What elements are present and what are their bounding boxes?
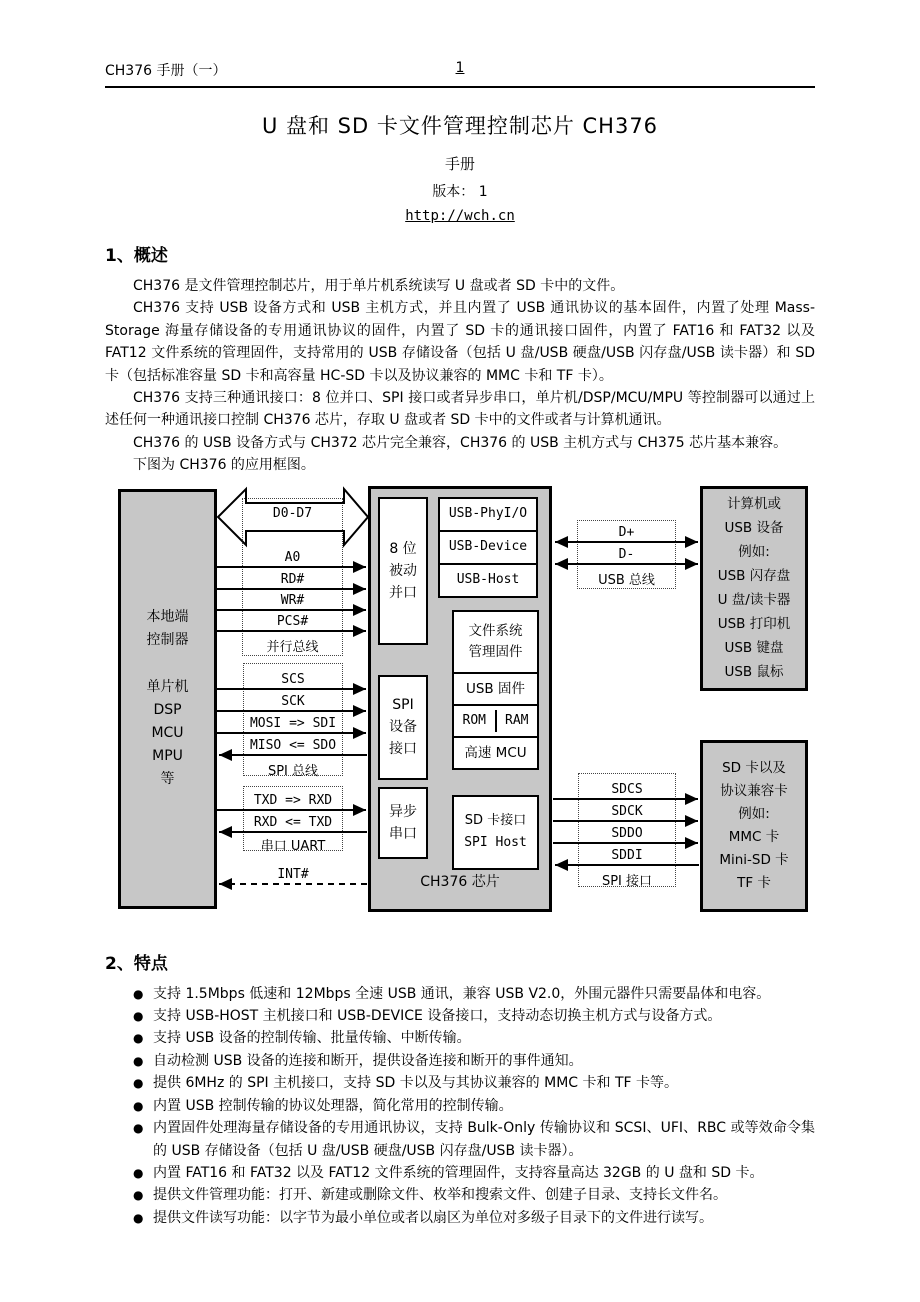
bullet-icon: ● xyxy=(133,1031,144,1046)
local-box-line: 控制器 xyxy=(146,632,189,649)
signal-rxd: RXD <= TXD xyxy=(253,814,333,830)
feature-text: 支持 USB 设备的控制传输、批量传输、中断传输。 xyxy=(153,1030,471,1047)
label-parallel-bus: 并行总线 xyxy=(266,639,319,655)
usb-device-block: USB-Device xyxy=(440,530,536,563)
computer-box-line: USB 设备 xyxy=(724,520,784,537)
feature-item xyxy=(105,1072,815,1094)
feature-item xyxy=(105,1027,815,1049)
feature-item xyxy=(105,1005,815,1027)
computer-box-line: USB 鼠标 xyxy=(724,664,784,681)
block-line: 并口 xyxy=(389,584,417,601)
block-line: 被动 xyxy=(389,562,417,579)
bullet-icon: ● xyxy=(133,1076,144,1091)
document-subtitle: 手册 xyxy=(444,155,475,173)
block-line: 接口 xyxy=(389,741,417,758)
label-usb-bus: USB 总线 xyxy=(598,572,655,588)
section2-heading: 2、特点 xyxy=(105,953,168,974)
chip-label: CH376 芯片 xyxy=(420,873,500,890)
feature-item xyxy=(105,1050,815,1072)
sdcard-box-line: TF 卡 xyxy=(737,874,771,891)
bullet-icon: ● xyxy=(133,1121,144,1136)
section1-heading: 1、概述 xyxy=(105,246,168,266)
signal-dminus: D- xyxy=(618,546,635,562)
signal-pcs: PCS# xyxy=(276,613,309,629)
sdcard-box-line: 例如: xyxy=(738,805,770,822)
signal-rd: RD# xyxy=(280,571,305,587)
computer-box-line: USB 闪存盘 xyxy=(717,568,791,585)
feature-text: 提供文件读写功能：以字节为最小单位或者以扇区为单位对多级子目录下的文件进行读写。 xyxy=(153,1209,713,1226)
paragraph: CH376 支持 USB 设备方式和 USB 主机方式，并且内置了 USB 通讯协议的基本固件，内置了处理 Mass-Storage 海量存储设备的专用通讯协议的固件，内置了 SD 卡的通讯接口固件，内置了 FAT16 和 FAT32 以及 FAT12 文件系统的管理固件，支持常用的 USB 存储设备（包括 U 盘/USB 硬盘/USB 闪存盘/USB 读卡器）和 SD 卡（包括标准容量 SD 卡和高容量 HC-SD 卡以及协议兼容的 MMC 卡和 TF 卡）。 xyxy=(105,300,815,384)
feature-text: 提供 6MHz 的 SPI 主机接口，支持 SD 卡以及与其协议兼容的 MMC 卡和 TF 卡等。 xyxy=(153,1075,679,1092)
feature-text: 内置固件处理海量存储设备的专用通讯协议，支持 Bulk-Only 传输协议和 SCSI、UFI、RBC 或等效命令集的 USB 存储设备（包括 U 盘/USB 硬盘/USB 闪存盘/USB 读卡器）。 xyxy=(153,1120,815,1159)
signal-scs: SCS xyxy=(281,671,305,687)
computer-box-line: USB 打印机 xyxy=(717,616,791,633)
bullet-icon: ● xyxy=(133,1098,144,1113)
signal-miso: MISO <= SDO xyxy=(249,737,337,753)
block-line: SPI xyxy=(392,697,414,714)
computer-box-line: USB 键盘 xyxy=(724,640,784,657)
sd-interface-block xyxy=(452,795,539,870)
rom-cell: ROM xyxy=(462,712,486,728)
feature-item xyxy=(105,1162,815,1184)
local-box-line: 本地端 xyxy=(146,609,189,626)
website-link[interactable]: http://wch.cn xyxy=(405,208,515,224)
application-block-diagram xyxy=(105,481,815,919)
feature-item xyxy=(105,1095,815,1117)
signal-a0: A0 xyxy=(284,549,301,565)
local-box-line: DSP xyxy=(153,702,182,719)
paragraph: 下图为 CH376 的应用框图。 xyxy=(133,457,315,474)
filesystem-firmware-block xyxy=(454,612,537,672)
sd-card-box xyxy=(700,740,808,912)
feature-item xyxy=(105,1184,815,1206)
signal-wr: WR# xyxy=(280,592,305,608)
sdcard-box-line: Mini-SD 卡 xyxy=(719,851,789,868)
feature-item xyxy=(105,983,815,1005)
sdcard-box-line: 协议兼容卡 xyxy=(720,782,788,799)
usb-core-stack xyxy=(438,497,538,598)
document-title: U 盘和 SD 卡文件管理控制芯片 CH376 xyxy=(261,114,659,138)
feature-text: 内置 USB 控制传输的协议处理器，简化常用的控制传输。 xyxy=(153,1097,513,1114)
block-line: SPI Host xyxy=(464,835,527,851)
local-box-line: 等 xyxy=(160,771,175,788)
label-sd-spi: SPI 接口 xyxy=(601,873,653,889)
local-box-line: MCU xyxy=(151,725,184,742)
block-line: 管理固件 xyxy=(468,643,523,660)
parallel-port-block xyxy=(378,497,428,645)
block-line: 异步 xyxy=(389,803,417,820)
label-spi-bus: SPI 总线 xyxy=(267,763,319,779)
block-line: 文件系统 xyxy=(468,622,523,639)
signal-int: INT# xyxy=(277,866,309,882)
computer-box-line: U 盘/读卡器 xyxy=(717,592,791,609)
spi-device-port-block xyxy=(378,675,428,780)
computer-box-line: 计算机或 xyxy=(727,496,781,513)
block-line: SD 卡接口 xyxy=(464,813,527,829)
bullet-icon: ● xyxy=(133,1053,144,1068)
computer-usb-device-box xyxy=(700,486,808,691)
feature-text: 自动检测 USB 设备的连接和断开，提供设备连接和断开的事件通知。 xyxy=(153,1052,583,1069)
bullet-icon: ● xyxy=(133,1165,144,1180)
bullet-icon: ● xyxy=(133,1188,144,1203)
signal-txd: TXD => RXD xyxy=(253,792,333,808)
paragraph: CH376 支持三种通讯接口：8 位并口、SPI 接口或者异步串口，单片机/DSP/MCU/MPU 等控制器可以通过上述任何一种通讯接口控制 CH376 芯片，存取 U 盘或者 SD 卡中的文件或者与计算机通讯。 xyxy=(105,390,815,429)
label-uart: 串口 UART xyxy=(260,838,326,854)
local-controller-box xyxy=(118,489,217,909)
block-line: 8 位 xyxy=(389,540,417,557)
signal-dplus: D+ xyxy=(618,524,635,540)
block-line: 设备 xyxy=(389,719,417,736)
ram-cell: RAM xyxy=(495,710,538,732)
website-line xyxy=(105,208,815,224)
feature-text: 支持 1.5Mbps 低速和 12Mbps 全速 USB 通讯，兼容 USB V2.0，外围元器件只需要晶体和电容。 xyxy=(153,985,771,1002)
feature-text: 支持 USB-HOST 主机接口和 USB-DEVICE 设备接口，支持动态切换主机方式与设备方式。 xyxy=(153,1008,722,1025)
header-doc-title: CH376 手册（一） xyxy=(105,63,227,79)
paragraph: CH376 是文件管理控制芯片，用于单片机系统读写 U 盘或者 SD 卡中的文件。 xyxy=(133,278,625,294)
header-page-number: 1 xyxy=(455,60,465,76)
block-line: 串口 xyxy=(389,825,417,842)
usb-phy-block: USB-PhyI/O xyxy=(448,506,528,522)
usb-firmware-block: USB 固件 xyxy=(454,672,537,704)
firmware-stack xyxy=(452,610,539,770)
local-box-line: 单片机 xyxy=(146,679,189,696)
rom-ram-block xyxy=(454,704,537,736)
signal-sdcs: SDCS xyxy=(611,781,643,797)
feature-item xyxy=(105,1117,815,1162)
feature-item xyxy=(105,1207,815,1229)
sdcard-box-line: SD 卡以及 xyxy=(722,759,786,776)
bullet-icon: ● xyxy=(133,1009,144,1024)
usb-host-block: USB-Host xyxy=(440,563,536,596)
feature-text: 提供文件管理功能：打开、新建或删除文件、枚举和搜索文件、创建子目录、支持长文件名。 xyxy=(153,1187,727,1204)
bullet-icon: ● xyxy=(133,986,144,1001)
bullet-icon: ● xyxy=(133,1210,144,1225)
signal-sdck: SDCK xyxy=(611,803,643,819)
version-line: 版本： 1 xyxy=(432,184,488,200)
signal-mosi: MOSI => SDI xyxy=(249,715,337,731)
signal-sck: SCK xyxy=(281,693,305,709)
page-header xyxy=(105,60,815,80)
local-box-line: MPU xyxy=(152,748,183,765)
mcu-block: 高速 MCU xyxy=(454,736,537,768)
signal-sddi: SDDI xyxy=(611,847,643,863)
feature-text: 内置 FAT16 和 FAT32 以及 FAT12 文件系统的管理固件，支持容量高达 32GB 的 U 盘和 SD 卡。 xyxy=(153,1164,764,1181)
signal-d0-d7: D0-D7 xyxy=(272,505,313,521)
sdcard-box-line: MMC 卡 xyxy=(728,828,780,845)
computer-box-line: 例如: xyxy=(738,544,770,561)
paragraph: CH376 的 USB 设备方式与 CH372 芯片完全兼容，CH376 的 USB 主机方式与 CH375 芯片基本兼容。 xyxy=(133,434,788,451)
signal-sddo: SDDO xyxy=(611,825,643,841)
header-rule xyxy=(105,86,815,88)
uart-port-block xyxy=(378,787,428,859)
